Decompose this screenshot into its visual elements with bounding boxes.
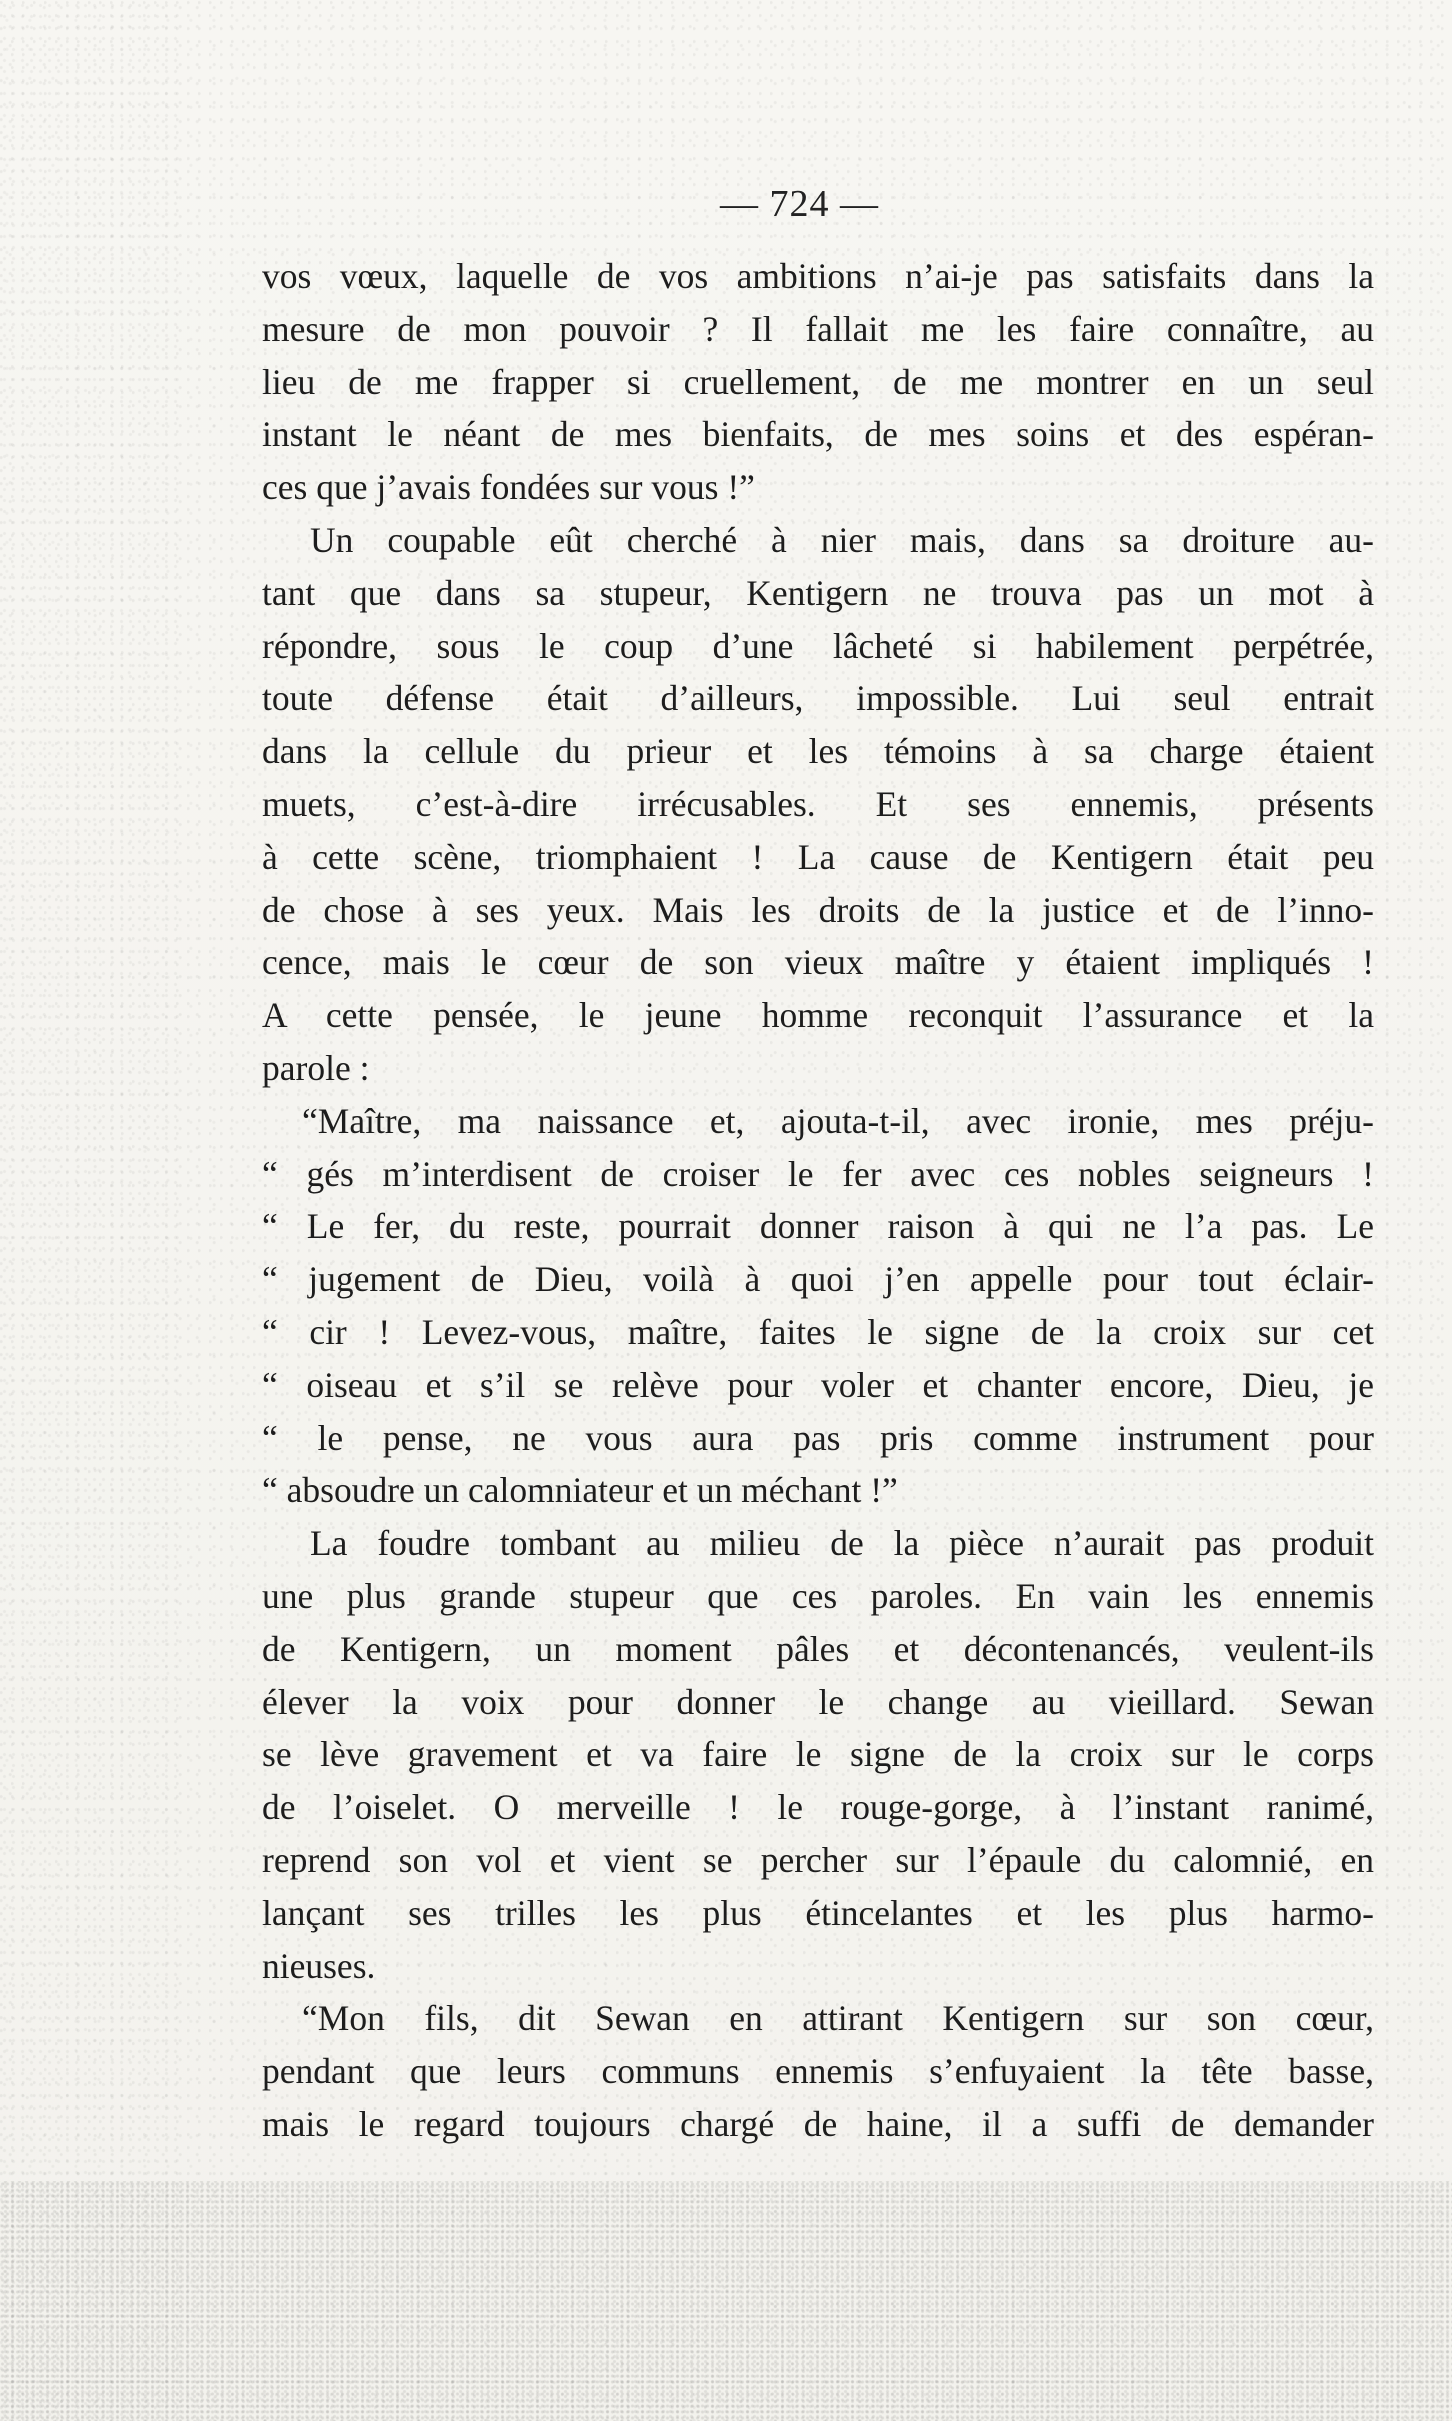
text-line: de chose à ses yeux. Mais les droits de la justice et de l’inno- bbox=[262, 889, 1374, 930]
body-text bbox=[262, 250, 1374, 2151]
text-line: lançant ses trilles les plus étincelantes et les plus harmo- bbox=[262, 1892, 1374, 1933]
page-number: — 724 — bbox=[720, 183, 879, 225]
text-line: “ absoudre un calomniateur et un méchant !” bbox=[262, 1470, 898, 1511]
text-line: de l’oiselet. O merveille ! le rouge-gorge, à l’instant ranimé, bbox=[262, 1787, 1374, 1828]
left-margin-noise bbox=[0, 0, 180, 2421]
text-line: pendant que leurs communs ennemis s’enfuyaient la tête basse, bbox=[262, 2051, 1374, 2092]
text-line: dans la cellule du prieur et les témoins à sa charge étaient bbox=[262, 731, 1374, 772]
text-line: cence, mais le cœur de son vieux maître y étaient impliqués ! bbox=[262, 942, 1374, 983]
text-line: nieuses. bbox=[262, 1945, 376, 1986]
text-line: tant que dans sa stupeur, Kentigern ne trouva pas un mot à bbox=[262, 572, 1374, 613]
text-line: Un coupable eût cherché à nier mais, dans sa droiture au- bbox=[310, 519, 1374, 560]
text-line: parole : bbox=[262, 1047, 370, 1088]
text-line: répondre, sous le coup d’une lâcheté si habilement perpétrée, bbox=[262, 625, 1374, 666]
text-line: reprend son vol et vient se percher sur l’épaule du calomnié, en bbox=[262, 1839, 1374, 1880]
text-line: La foudre tombant au milieu de la pièce n’aurait pas produit bbox=[310, 1523, 1374, 1564]
text-line: “Maître, ma naissance et, ajouta-t-il, avec ironie, mes préju- bbox=[302, 1100, 1374, 1141]
text-line: “ jugement de Dieu, voilà à quoi j’en appelle pour tout éclair- bbox=[262, 1259, 1374, 1300]
text-line: vos vœux, laquelle de vos ambitions n’ai-je pas satisfaits dans la bbox=[262, 256, 1374, 296]
text-line: se lève gravement et va faire le signe de la croix sur le corps bbox=[262, 1734, 1374, 1775]
text-line: “ le pense, ne vous aura pas pris comme instrument pour bbox=[262, 1417, 1374, 1458]
text-line: élever la voix pour donner le change au vieillard. Sewan bbox=[262, 1681, 1374, 1722]
text-line: une plus grande stupeur que ces paroles. En vain les ennemis bbox=[262, 1575, 1374, 1616]
text-line: A cette pensée, le jeune homme reconquit l’assurance et la bbox=[262, 995, 1374, 1036]
text-line: mais le regard toujours chargé de haine, il a suffi de demander bbox=[262, 2103, 1374, 2144]
bottom-margin-noise bbox=[0, 2181, 1452, 2421]
text-line: mesure de mon pouvoir ? Il fallait me les faire connaître, au bbox=[262, 308, 1374, 349]
text-line: “ cir ! Levez-vous, maître, faites le signe de la croix sur cet bbox=[262, 1311, 1374, 1352]
text-line: toute défense était d’ailleurs, impossible. Lui seul entrait bbox=[262, 678, 1374, 719]
text-line: de Kentigern, un moment pâles et décontenancés, veulent-ils bbox=[262, 1628, 1374, 1669]
text-line: à cette scène, triomphaient ! La cause de Kentigern était peu bbox=[262, 836, 1374, 877]
text-line: lieu de me frapper si cruellement, de me montrer en un seul bbox=[262, 361, 1374, 402]
text-line: “Mon fils, dit Sewan en attirant Kentigern sur son cœur, bbox=[302, 1998, 1374, 2039]
text-line: instant le néant de mes bienfaits, de mes soins et des espéran- bbox=[262, 414, 1374, 455]
text-line: “ Le fer, du reste, pourrait donner raison à qui ne l’a pas. Le bbox=[262, 1206, 1374, 1247]
text-line: muets, c’est-à-dire irrécusables. Et ses ennemis, présents bbox=[262, 783, 1374, 824]
text-line: “ oiseau et s’il se relève pour voler et chanter encore, Dieu, je bbox=[262, 1364, 1374, 1405]
text-line: ces que j’avais fondées sur vous !” bbox=[262, 467, 755, 508]
text-line: “ gés m’interdisent de croiser le fer avec ces nobles seigneurs ! bbox=[262, 1153, 1374, 1194]
